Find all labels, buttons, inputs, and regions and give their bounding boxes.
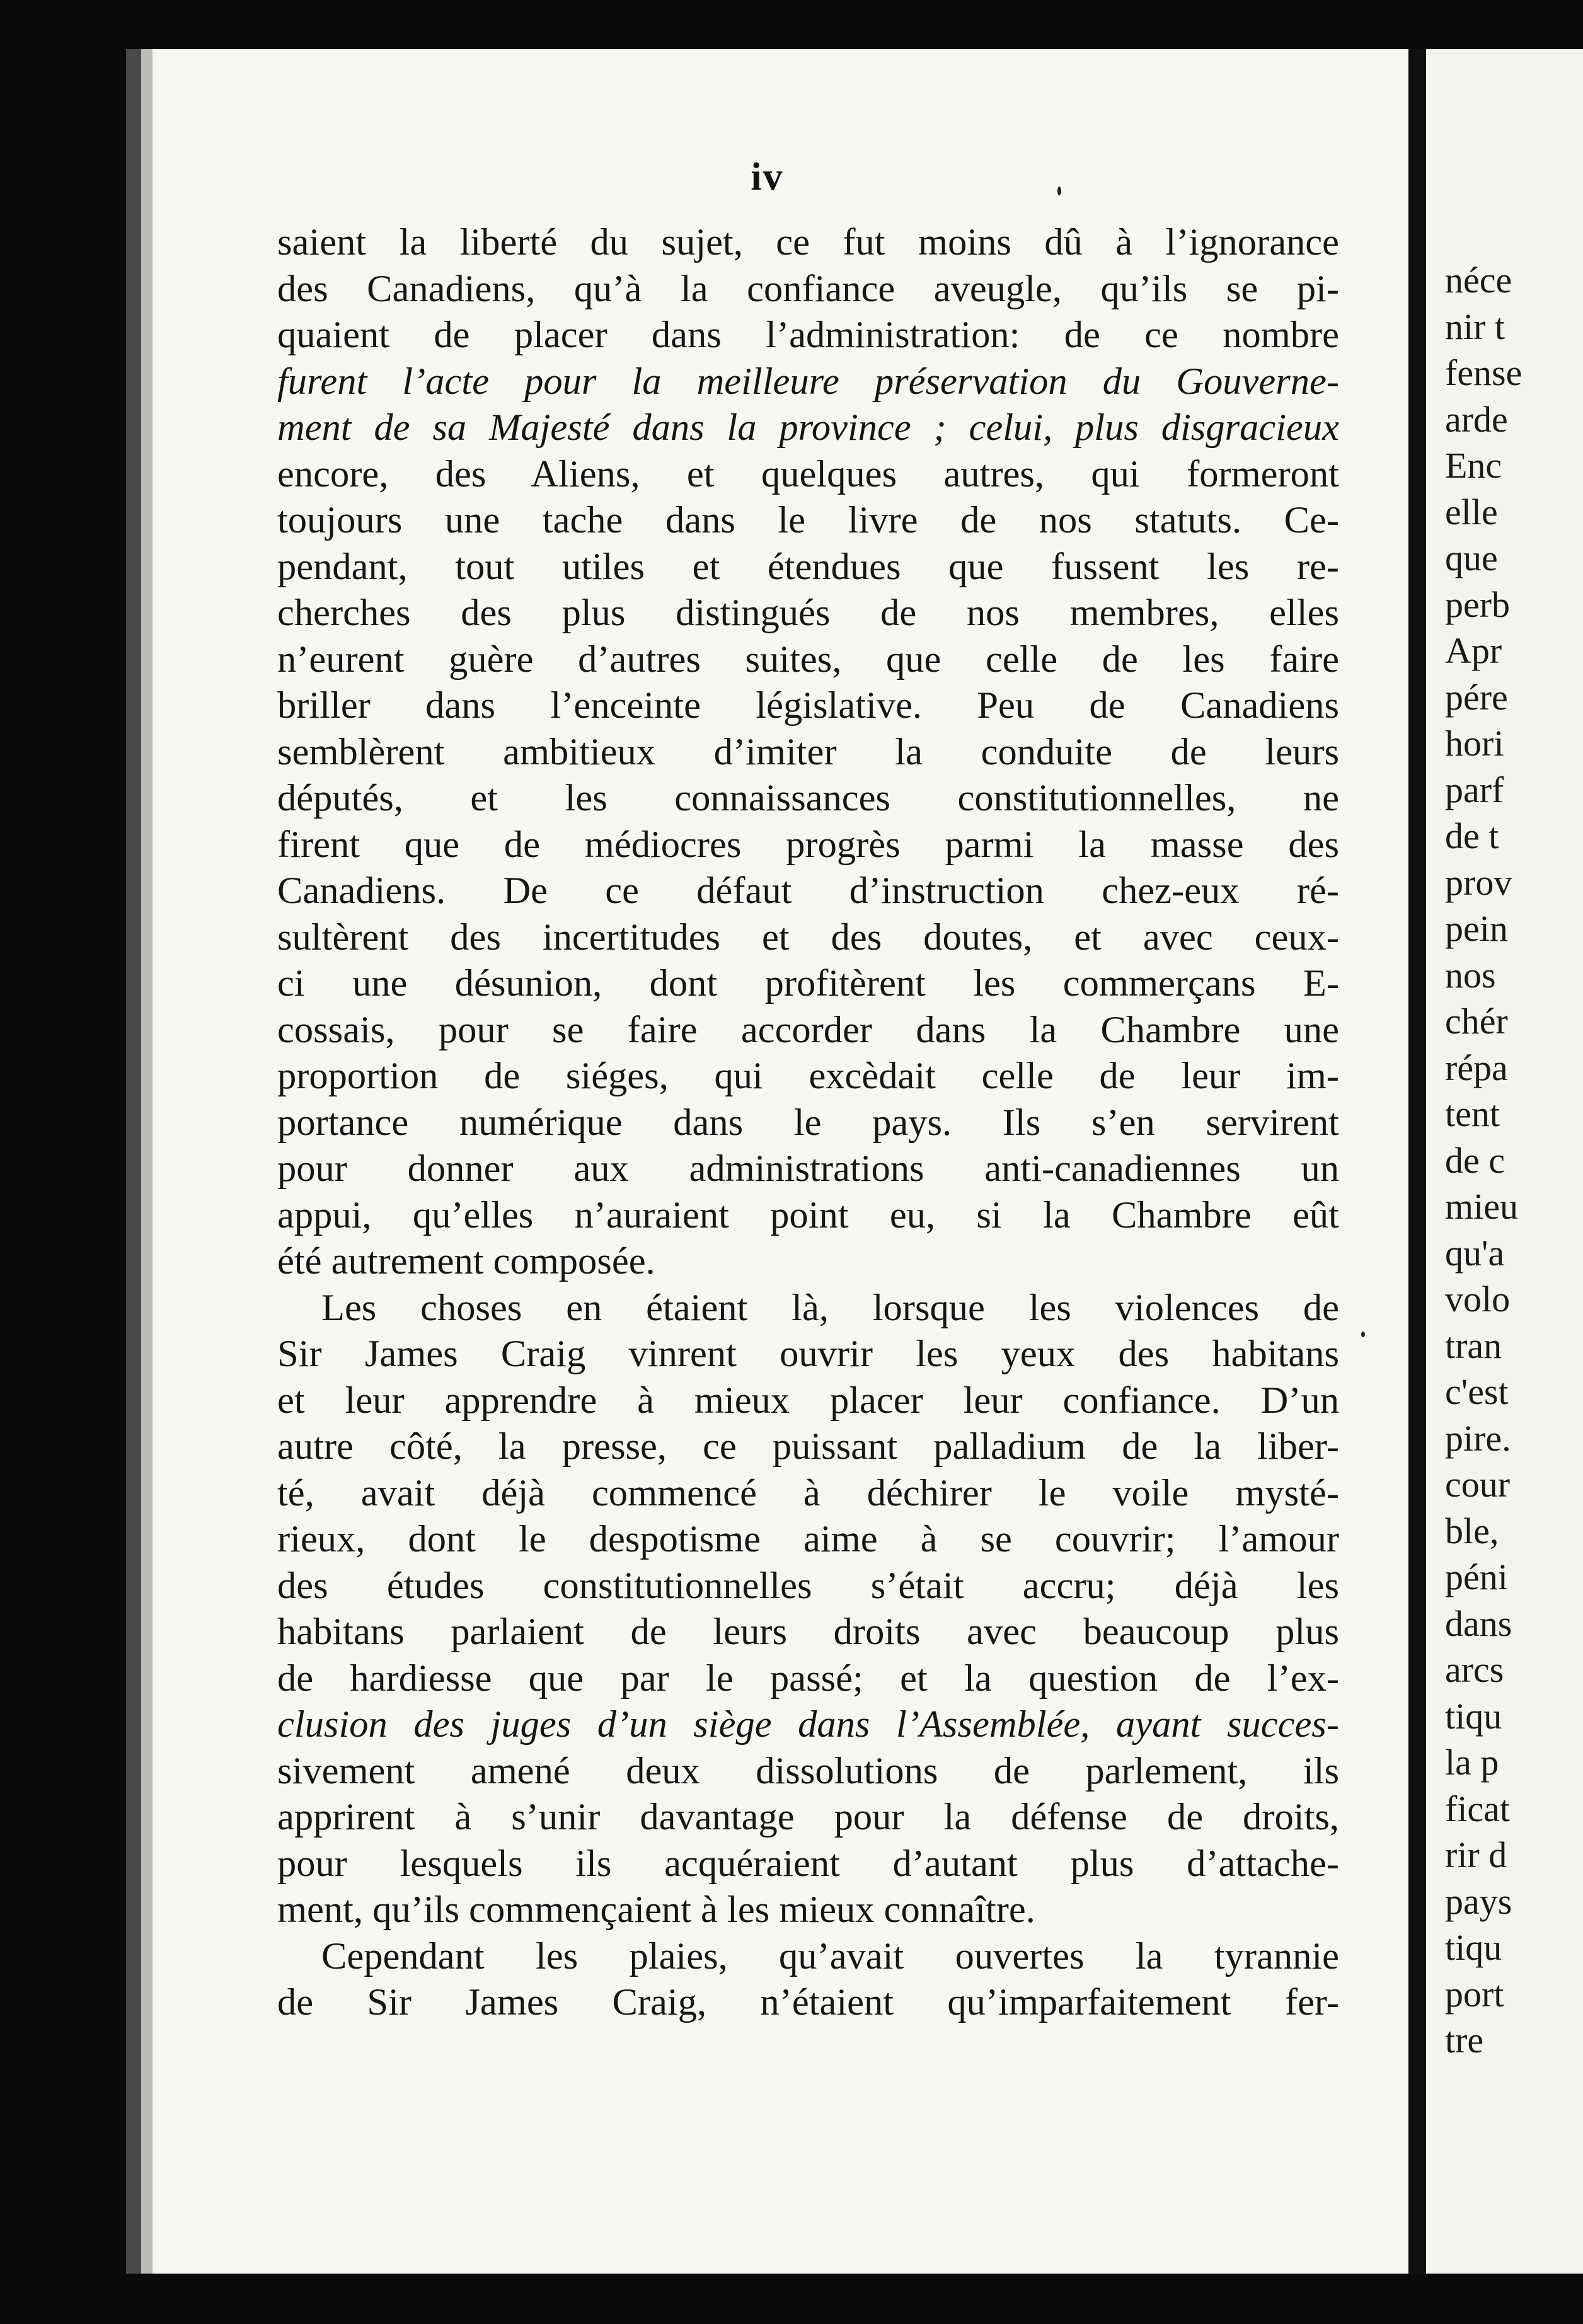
facing-line: que — [1445, 538, 1498, 578]
text-line: toujours une tache dans le livre de nos statuts. Ce- — [277, 499, 1339, 541]
facing-line: la p — [1445, 1742, 1499, 1783]
text-line: de Sir James Craig, n’étaient qu’imparfaitement fer- — [277, 1981, 1339, 2023]
text-line-italic: ment de sa Majesté dans la province ; celui, plus disgracieux — [277, 406, 1339, 449]
page-left-edge — [126, 49, 141, 2274]
text-line: habitans parlaient de leurs droits avec beaucoup plus — [277, 1611, 1339, 1653]
text-line: appui, qu’elles n’auraient point eu, si la Chambre eût — [277, 1194, 1339, 1236]
facing-line: perb — [1445, 584, 1511, 625]
facing-line: chér — [1445, 1001, 1508, 1042]
facing-line: elle — [1445, 491, 1498, 532]
text-line-paragraph-start: Cependant les plaies, qu’avait ouvertes la tyrannie — [321, 1935, 1339, 1977]
text-line: des études constitutionnelles s’était accru; déjà les — [277, 1564, 1339, 1607]
text-line: pour donner aux administrations anti-canadiennes un — [277, 1148, 1339, 1190]
text-line: briller dans l’enceinte législative. Peu de Canadiens — [277, 684, 1339, 727]
book-page — [126, 49, 1408, 2274]
text-line: proportion de siéges, qui excèdait celle de leur im- — [277, 1055, 1339, 1097]
text-line: Canadiens. De ce défaut d’instruction chez-eux ré- — [277, 870, 1339, 912]
facing-line: tiqu — [1445, 1927, 1502, 1968]
text-line-paragraph-start: Les choses en étaient là, lorsque les violences de — [321, 1286, 1339, 1329]
facing-line: tent — [1445, 1093, 1500, 1134]
facing-line: tiqu — [1445, 1695, 1502, 1737]
page-body-text — [277, 219, 1339, 2026]
facing-line: péni — [1445, 1556, 1508, 1597]
facing-page-fragment — [1426, 49, 1583, 2274]
text-line: sultèrent des incertitudes et des doutes, et avec ceux- — [277, 916, 1339, 958]
facing-line: arcs — [1445, 1649, 1504, 1690]
text-line-paragraph-end: été autrement composée. — [277, 1240, 655, 1282]
text-line: apprirent à s’unir davantage pour la défense de droits, — [277, 1796, 1339, 1838]
facing-line: dans — [1445, 1602, 1512, 1644]
text-line: ci une désunion, dont profitèrent les commerçans E- — [277, 962, 1339, 1004]
scan-speck — [1361, 1332, 1365, 1337]
page-number: iv — [751, 156, 784, 198]
facing-line: port — [1445, 1973, 1504, 2015]
text-line: portance numérique dans le pays. Ils s’en servirent — [277, 1101, 1339, 1144]
facing-line: ble, — [1445, 1510, 1499, 1551]
scan-speck — [1057, 187, 1061, 195]
text-line: rieux, dont le despotisme aime à se couvrir; l’amour — [277, 1518, 1339, 1560]
text-line: députés, et les connaissances constitutionnelles, ne — [277, 777, 1339, 819]
facing-line: ficat — [1445, 1788, 1511, 1829]
facing-line: fense — [1445, 352, 1523, 393]
text-line: encore, des Aliens, et quelques autres, qui formeront — [277, 452, 1339, 495]
facing-line: c'est — [1445, 1371, 1509, 1412]
text-line: des Canadiens, qu’à la confiance aveugle, qu’ils se pi- — [277, 267, 1339, 310]
facing-line: rir d — [1445, 1834, 1507, 1875]
facing-line: arde — [1445, 398, 1508, 440]
facing-line: pire. — [1445, 1417, 1511, 1459]
facing-line: prov — [1445, 861, 1512, 903]
facing-line: Apr — [1445, 630, 1502, 671]
text-line-italic: furent l’acte pour la meilleure préservation du Gouverne- — [277, 360, 1339, 403]
facing-line: de c — [1445, 1139, 1505, 1181]
text-line: semblèrent ambitieux d’imiter la conduite de leurs — [277, 730, 1339, 773]
text-line: firent que de médiocres progrès parmi la masse des — [277, 823, 1339, 866]
facing-line: de t — [1445, 815, 1499, 856]
text-line: Sir James Craig vinrent ouvrir les yeux des habitans — [277, 1333, 1339, 1375]
facing-line: tre — [1445, 2020, 1484, 2061]
text-line: pour lesquels ils acquéraient d’autant plus d’attache- — [277, 1842, 1339, 1885]
text-line: et leur apprendre à mieux placer leur confiance. D’un — [277, 1379, 1339, 1422]
facing-line: pein — [1445, 908, 1508, 949]
facing-line: répa — [1445, 1047, 1508, 1088]
facing-line: volo — [1445, 1279, 1511, 1320]
text-line: cherches des plus distingués de nos membres, elles — [277, 592, 1339, 634]
text-line: cossais, pour se faire accorder dans la Chambre une — [277, 1008, 1339, 1051]
facing-line: pére — [1445, 676, 1508, 718]
text-line: pendant, tout utiles et étendues que fussent les re- — [277, 545, 1339, 588]
facing-line: qu'a — [1445, 1232, 1505, 1274]
text-line: de hardiesse que par le passé; et la question de l’ex- — [277, 1657, 1339, 1700]
facing-line: parf — [1445, 769, 1504, 810]
text-line-paragraph-end: ment, qu’ils commençaient à les mieux connaître. — [277, 1889, 1035, 1931]
facing-line: pays — [1445, 1880, 1512, 1922]
facing-line: nos — [1445, 954, 1496, 996]
page-left-edge-shadow — [141, 49, 153, 2274]
book-gutter — [1408, 49, 1426, 2274]
facing-line: nir t — [1445, 306, 1505, 347]
text-line: autre côté, la presse, ce puissant palladium de la liber- — [277, 1425, 1339, 1468]
text-line: saient la liberté du sujet, ce fut moins dû à l’ignorance — [277, 221, 1339, 263]
facing-line: tran — [1445, 1325, 1502, 1366]
text-line: sivement amené deux dissolutions de parlement, ils — [277, 1749, 1339, 1792]
facing-line: mieu — [1445, 1186, 1518, 1227]
facing-page-text — [1445, 257, 1583, 2064]
text-line-italic: clusion des juges d’un siège dans l’Assemblée, ayant succes- — [277, 1703, 1339, 1746]
facing-line: Enc — [1445, 445, 1502, 486]
facing-line: hori — [1445, 723, 1504, 764]
text-line: té, avait déjà commencé à déchirer le voile mysté- — [277, 1471, 1339, 1514]
text-line: n’eurent guère d’autres suites, que celle de les faire — [277, 638, 1339, 681]
text-line: quaient de placer dans l’administration: de ce nombre — [277, 314, 1339, 356]
facing-line: cour — [1445, 1464, 1511, 1505]
facing-line: néce — [1445, 260, 1512, 301]
